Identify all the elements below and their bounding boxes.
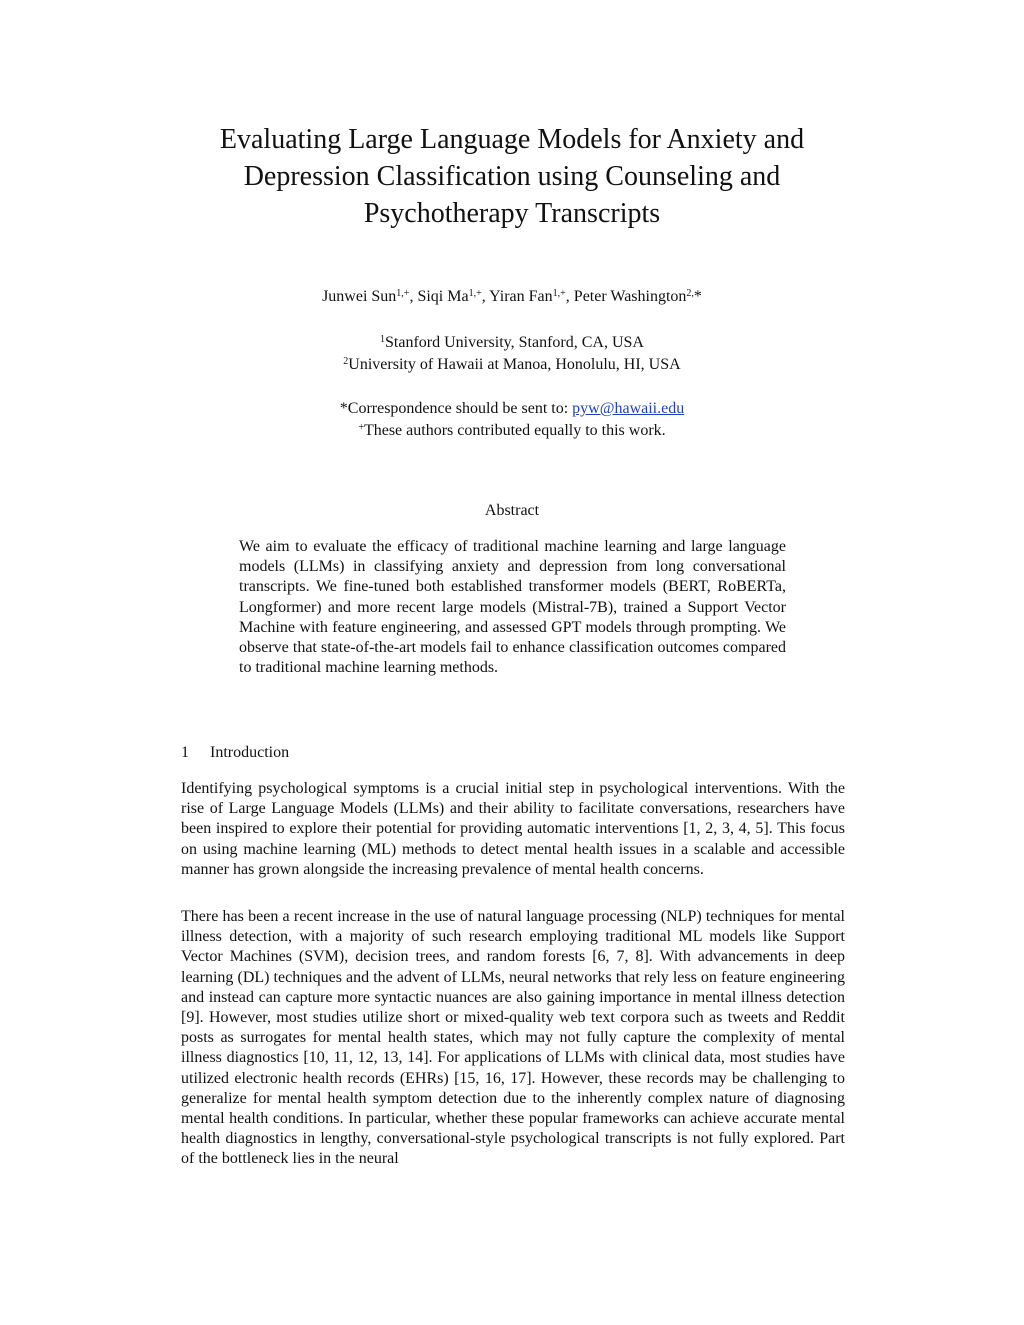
title-line: Depression Classification using Counseling and bbox=[243, 161, 781, 192]
author-name: Yiran Fan bbox=[489, 288, 553, 305]
title-line: Evaluating Large Language Models for Anxiety and bbox=[219, 124, 805, 155]
affiliation-text: Stanford University, Stanford, CA, USA bbox=[385, 334, 644, 351]
author-affil-mark: 1,+ bbox=[468, 288, 482, 299]
author-affil-mark: 1,+ bbox=[396, 288, 410, 299]
contribution-mark: + bbox=[358, 422, 364, 433]
section-number: 1 bbox=[181, 744, 189, 761]
paper-title bbox=[160, 121, 864, 232]
author-separator: , bbox=[481, 288, 490, 305]
correspondence-line bbox=[160, 398, 864, 420]
correspondence-prefix: *Correspondence should be sent to: bbox=[339, 400, 573, 417]
affiliation-mark: 1 bbox=[380, 334, 386, 345]
contribution-text: These authors contributed equally to this work. bbox=[363, 422, 666, 439]
author-affil-mark: 1,+ bbox=[552, 288, 566, 299]
body-paragraph: There has been a recent increase in the use of natural language processing (NLP) techniques for mental illness detection, with a majority of such research employing traditional ML models like Support Vector Machines (SVM), decision trees, and random forests [6, 7, 8]. With advancements in deep learning (DL) techniques and the advent of LLMs, neural networks that rely less on feature engineering and instead can capture more syntactic nuances are also gaining importance in mental illness detection [9]. However, most studies utilize short or mixed-quality web text corpora such as tweets and Reddit posts as surrogates for mental health states, which may not fully capture the complexity of mental illness diagnostics [10, 11, 12, 13, 14]. For applications of LLMs with clinical data, most studies have utilized electronic health records (EHRs) [15, 16, 17]. However, these records may be challenging to generalize for mental health symptom detection due to the inherently complex nature of diagnosing mental health conditions. In particular, whether these popular frameworks can achieve accurate mental health diagnostics in lengthy, conversational-style psychological transcripts is not fully explored. Part of the bottleneck lies in the neural bbox=[181, 908, 845, 1168]
author-separator: , bbox=[409, 288, 418, 305]
equal-contribution-note bbox=[160, 420, 864, 442]
author-list bbox=[160, 287, 864, 307]
affiliation bbox=[160, 354, 864, 376]
abstract-heading: Abstract bbox=[484, 502, 540, 519]
affiliation-text: University of Hawaii at Manoa, Honolulu, HI, USA bbox=[348, 356, 681, 373]
author-separator: , bbox=[565, 288, 574, 305]
body-paragraph: Identifying psychological symptoms is a crucial initial step in psychological interventions. With the rise of Large Language Models (LLMs) and their ability to facilitate conversations, researchers have been inspired to explore their potential for providing automatic interventions [1, 2, 3, 4, 5]. This focus on using machine learning (ML) methods to detect mental health issues in a scalable and accessible manner has grown alongside the increasing prevalence of mental health concerns. bbox=[181, 780, 845, 878]
affiliation-mark: 2 bbox=[343, 356, 349, 367]
correspondence-email-link[interactable]: pyw@hawaii.edu bbox=[572, 400, 685, 417]
affiliation-list bbox=[160, 332, 864, 376]
author-name: Peter Washington bbox=[573, 288, 687, 305]
author-affil-mark: 2, bbox=[686, 288, 694, 299]
title-line: Psychotherapy Transcripts bbox=[363, 198, 661, 229]
section-title: Introduction bbox=[210, 744, 290, 761]
author-name: Junwei Sun bbox=[322, 288, 397, 305]
section-heading-introduction bbox=[181, 742, 289, 764]
affiliation bbox=[160, 332, 864, 354]
author-name: Siqi Ma bbox=[417, 288, 469, 305]
author-separator: * bbox=[693, 288, 702, 305]
abstract-body: We aim to evaluate the efficacy of traditional machine learning and large language models (LLMs) in classifying anxiety and depression from long conversational transcripts. We fine-tuned both established transformer models (BERT, RoBERTa, Longformer) and more recent large models (Mistral-7B), trained a Support Vector Machine with feature engineering, and assessed GPT models through prompting. We observe that state-of-the-art models fail to enhance classification outcomes compared to traditional machine learning methods. bbox=[239, 538, 786, 677]
